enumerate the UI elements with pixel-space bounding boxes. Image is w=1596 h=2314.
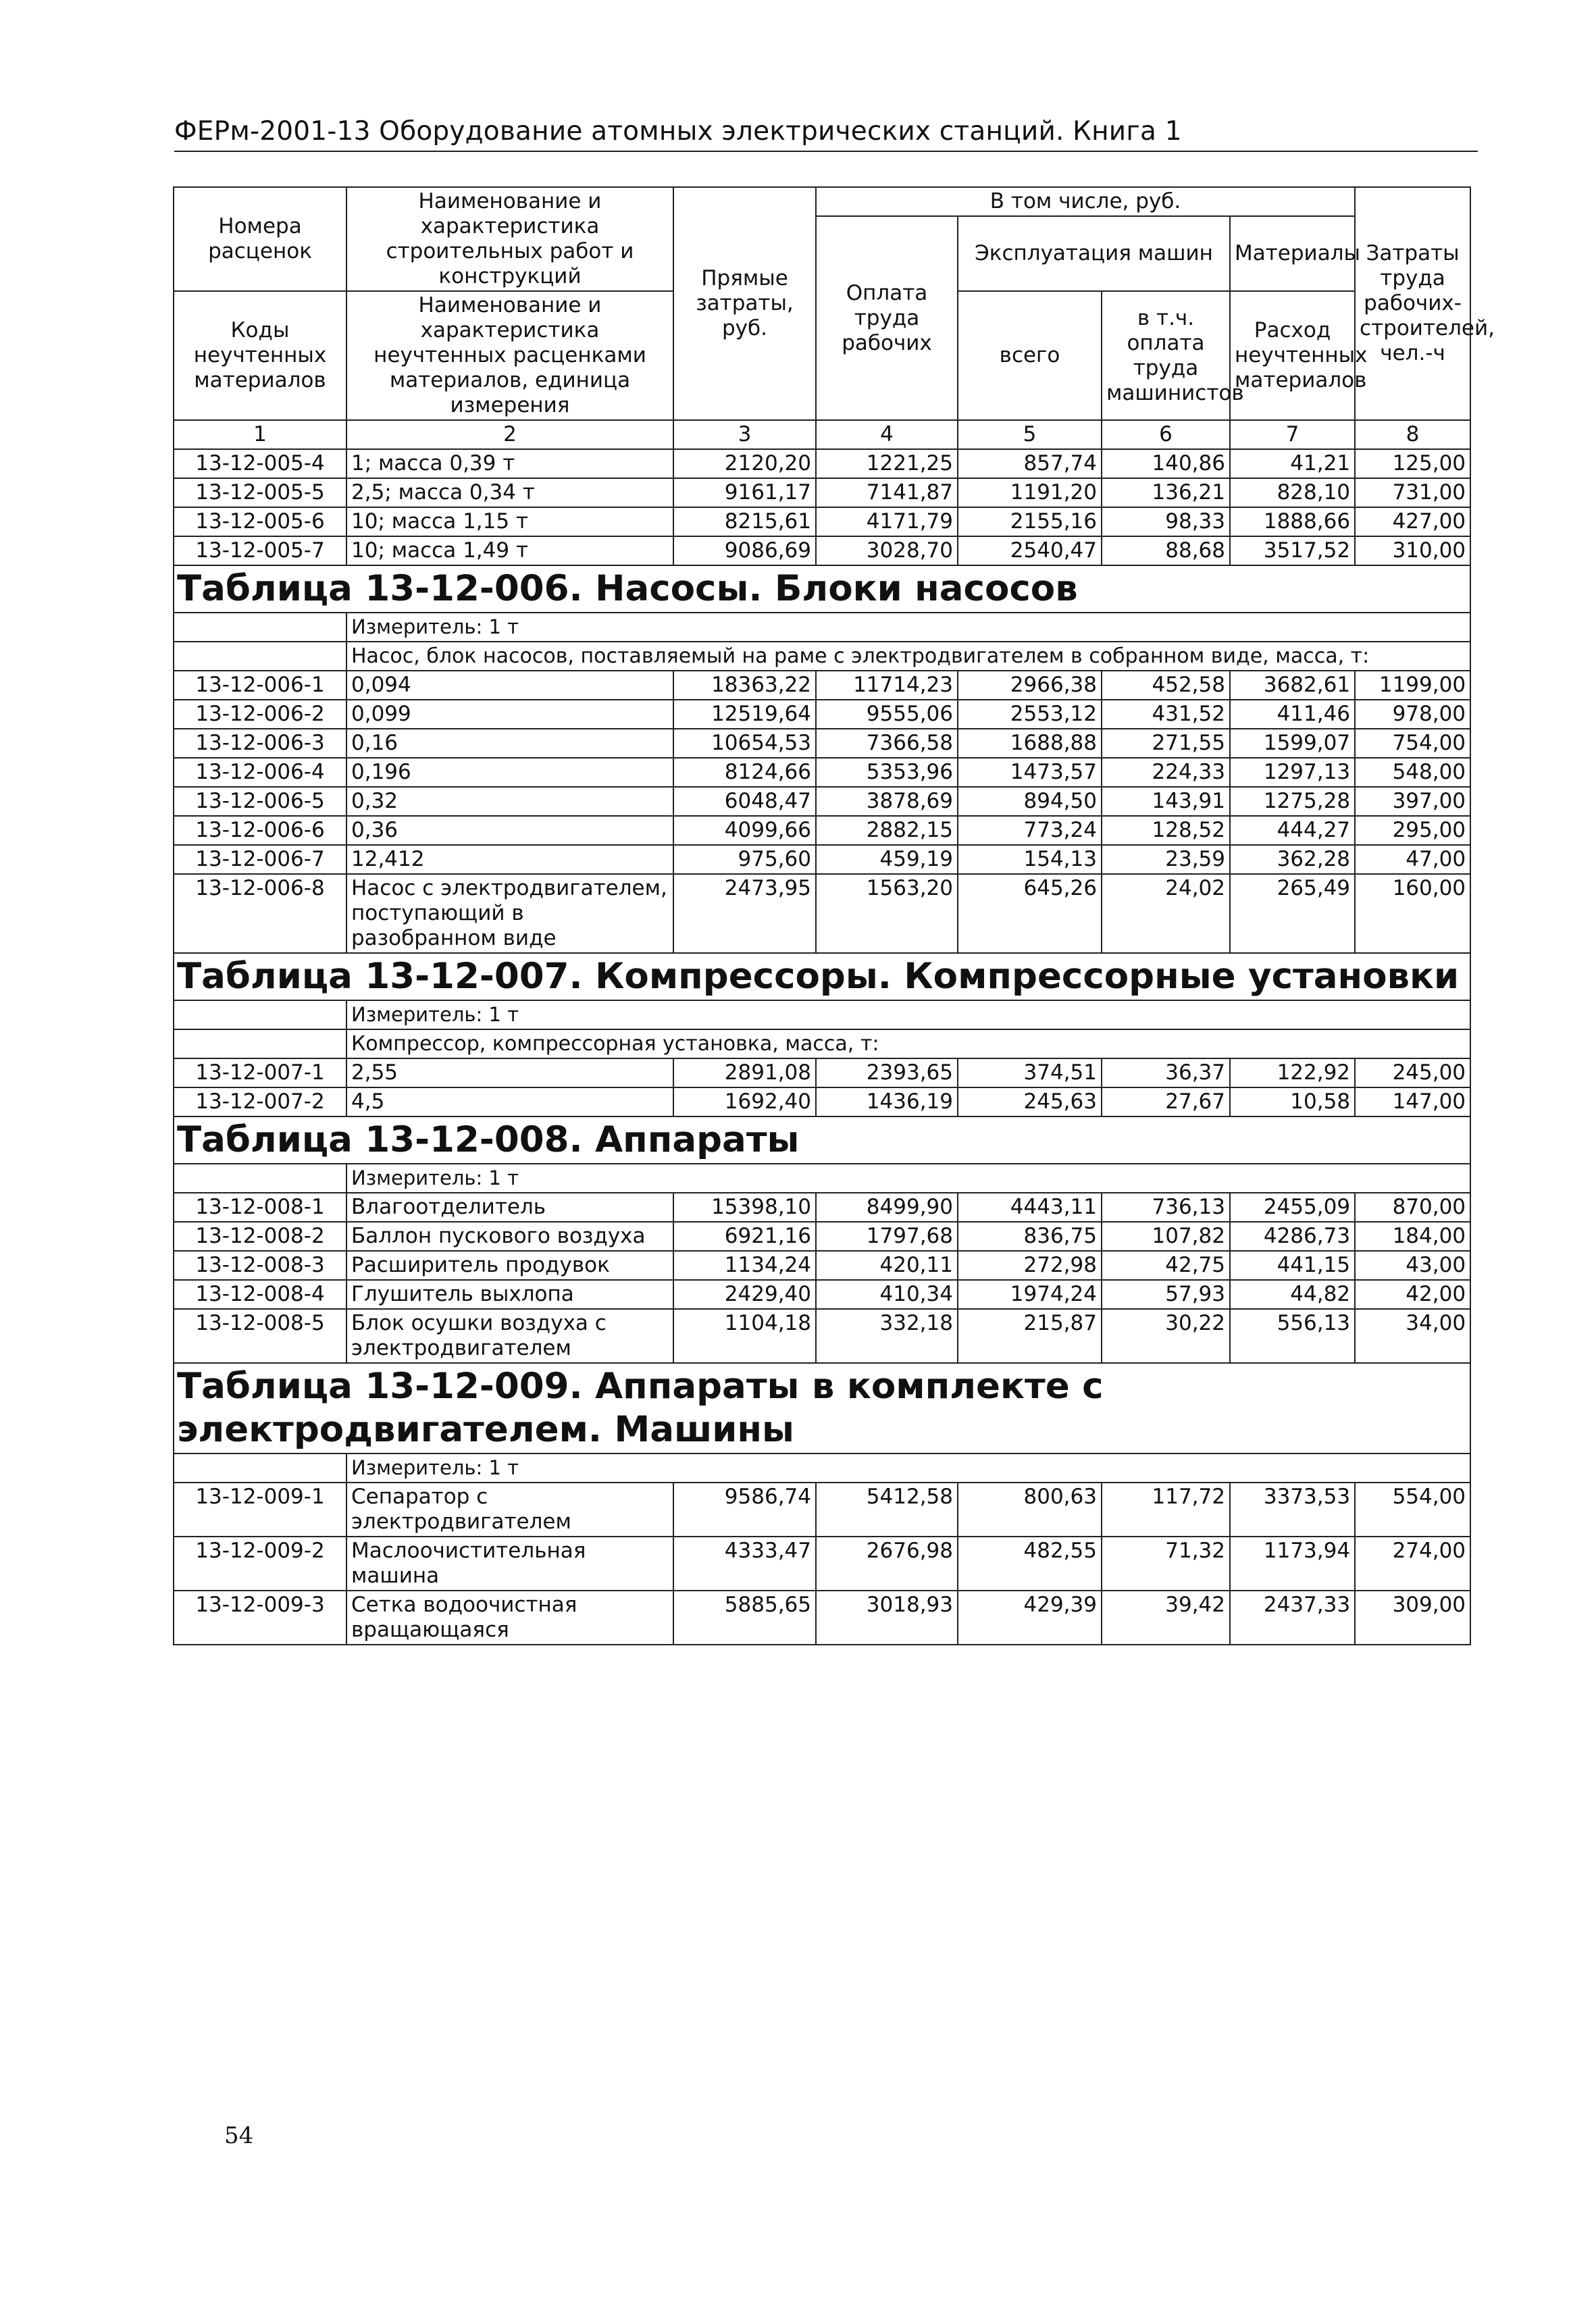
materials-use: 44,82 — [1230, 1280, 1355, 1309]
direct-costs: 10654,53 — [673, 729, 816, 758]
unit-label: Измеритель: 1 т — [346, 1000, 1470, 1029]
work-name: Баллон пускового воздуха — [346, 1222, 673, 1251]
unit-label: Измеритель: 1 т — [346, 1454, 1470, 1483]
machinists-pay: 42,75 — [1102, 1251, 1230, 1280]
header-labor-pay: Оплата труда рабочих — [816, 216, 958, 420]
col-num-2: 2 — [346, 420, 673, 449]
header-including: В том числе, руб. — [816, 187, 1355, 216]
work-name: 0,36 — [346, 816, 673, 845]
unit-label: Измеритель: 1 т — [346, 1164, 1470, 1193]
direct-costs: 1692,40 — [673, 1087, 816, 1116]
work-name: 0,196 — [346, 758, 673, 787]
direct-costs: 4333,47 — [673, 1537, 816, 1591]
labor-costs: 731,00 — [1355, 478, 1470, 507]
rate-code: 13-12-006-5 — [174, 787, 346, 816]
table-row — [174, 874, 1470, 953]
labor-costs: 754,00 — [1355, 729, 1470, 758]
labor-pay: 11714,23 — [816, 671, 958, 700]
rate-code: 13-12-008-2 — [174, 1222, 346, 1251]
materials-use: 1599,07 — [1230, 729, 1355, 758]
unit-spacer — [174, 1000, 346, 1029]
machines-total: 836,75 — [958, 1222, 1102, 1251]
header-materials-use: Расход неучтенных материалов — [1230, 291, 1355, 420]
machinists-pay: 117,72 — [1102, 1483, 1230, 1537]
group-note: Насос, блок насосов, поставляемый на раме с электродвигателем в собранном виде, масса, т: — [346, 642, 1470, 671]
rate-code: 13-12-006-4 — [174, 758, 346, 787]
table-row — [174, 1222, 1470, 1251]
labor-costs: 309,00 — [1355, 1591, 1470, 1645]
header-rate-numbers: Номера расценок — [174, 187, 346, 291]
materials-use: 122,92 — [1230, 1058, 1355, 1087]
header-direct-costs: Прямые затраты, руб. — [673, 187, 816, 420]
section-title-row — [174, 1363, 1470, 1454]
machinists-pay: 57,93 — [1102, 1280, 1230, 1309]
col-num-4: 4 — [816, 420, 958, 449]
work-name: Влагоотделитель — [346, 1193, 673, 1222]
work-name: Блок осушки воздуха с электродвигателем — [346, 1309, 673, 1363]
labor-costs: 310,00 — [1355, 536, 1470, 565]
labor-pay: 2676,98 — [816, 1537, 958, 1591]
materials-use: 441,15 — [1230, 1251, 1355, 1280]
col-num-6: 6 — [1102, 420, 1230, 449]
machinists-pay: 88,68 — [1102, 536, 1230, 565]
machinists-pay: 224,33 — [1102, 758, 1230, 787]
header-materials: Материалы — [1230, 216, 1355, 291]
work-name: 12,412 — [346, 845, 673, 874]
direct-costs: 5885,65 — [673, 1591, 816, 1645]
unit-row — [174, 1454, 1470, 1483]
materials-use: 1888,66 — [1230, 507, 1355, 536]
section-title: Таблица 13-12-007. Компрессоры. Компрессорные установки — [174, 953, 1470, 1000]
table-row — [174, 1537, 1470, 1591]
table-row — [174, 1087, 1470, 1116]
machines-total: 2553,12 — [958, 700, 1102, 729]
labor-pay: 7141,87 — [816, 478, 958, 507]
labor-pay: 1221,25 — [816, 449, 958, 478]
unit-row — [174, 1000, 1470, 1029]
machinists-pay: 30,22 — [1102, 1309, 1230, 1363]
machines-total: 272,98 — [958, 1251, 1102, 1280]
labor-pay: 1436,19 — [816, 1087, 958, 1116]
materials-use: 265,49 — [1230, 874, 1355, 953]
labor-costs: 42,00 — [1355, 1280, 1470, 1309]
header-row-1 — [174, 187, 1470, 216]
labor-pay: 3028,70 — [816, 536, 958, 565]
section-title: Таблица 13-12-009. Аппараты в комплекте с электродвигателем. Машины — [174, 1363, 1470, 1454]
direct-costs: 975,60 — [673, 845, 816, 874]
rate-code: 13-12-008-5 — [174, 1309, 346, 1363]
materials-use: 828,10 — [1230, 478, 1355, 507]
machines-total: 2966,38 — [958, 671, 1102, 700]
table-row — [174, 1058, 1470, 1087]
work-name: Глушитель выхлопа — [346, 1280, 673, 1309]
header-unaccounted-materials: Наименование и характеристика неучтенных расценками материалов, единица измерения — [346, 291, 673, 420]
direct-costs: 6921,16 — [673, 1222, 816, 1251]
section-title: Таблица 13-12-008. Аппараты — [174, 1116, 1470, 1164]
materials-use: 2455,09 — [1230, 1193, 1355, 1222]
work-name: 0,16 — [346, 729, 673, 758]
machines-total: 2155,16 — [958, 507, 1102, 536]
machines-total: 154,13 — [958, 845, 1102, 874]
labor-costs: 427,00 — [1355, 507, 1470, 536]
direct-costs: 8124,66 — [673, 758, 816, 787]
work-name: 10; масса 1,49 т — [346, 536, 673, 565]
rate-code: 13-12-009-2 — [174, 1537, 346, 1591]
direct-costs: 2473,95 — [673, 874, 816, 953]
labor-pay: 5353,96 — [816, 758, 958, 787]
machinists-pay: 136,21 — [1102, 478, 1230, 507]
machines-total: 2540,47 — [958, 536, 1102, 565]
machinists-pay: 128,52 — [1102, 816, 1230, 845]
work-name: Расширитель продувок — [346, 1251, 673, 1280]
machines-total: 894,50 — [958, 787, 1102, 816]
machinists-pay: 271,55 — [1102, 729, 1230, 758]
direct-costs: 2891,08 — [673, 1058, 816, 1087]
materials-use: 1173,94 — [1230, 1537, 1355, 1591]
rate-code: 13-12-005-6 — [174, 507, 346, 536]
rate-code: 13-12-006-1 — [174, 671, 346, 700]
machines-total: 482,55 — [958, 1537, 1102, 1591]
labor-pay: 1797,68 — [816, 1222, 958, 1251]
section-title: Таблица 13-12-006. Насосы. Блоки насосов — [174, 565, 1470, 613]
col-num-3: 3 — [673, 420, 816, 449]
labor-pay: 3878,69 — [816, 787, 958, 816]
labor-costs: 160,00 — [1355, 874, 1470, 953]
labor-pay: 4171,79 — [816, 507, 958, 536]
machines-total: 645,26 — [958, 874, 1102, 953]
labor-pay: 420,11 — [816, 1251, 958, 1280]
table-row — [174, 729, 1470, 758]
page-number: 54 — [224, 2122, 254, 2149]
col-num-1: 1 — [174, 420, 346, 449]
header-unaccounted-codes: Коды неучтенных материалов — [174, 291, 346, 420]
machinists-pay: 452,58 — [1102, 671, 1230, 700]
work-name: 2,55 — [346, 1058, 673, 1087]
labor-costs: 34,00 — [1355, 1309, 1470, 1363]
materials-use: 362,28 — [1230, 845, 1355, 874]
machines-total: 429,39 — [958, 1591, 1102, 1645]
header-machines: Эксплуатация машин — [958, 216, 1230, 291]
work-name: Сетка водоочистная вращающаяся — [346, 1591, 673, 1645]
rate-code: 13-12-009-1 — [174, 1483, 346, 1537]
table-row — [174, 1251, 1470, 1280]
labor-costs: 245,00 — [1355, 1058, 1470, 1087]
table-row — [174, 449, 1470, 478]
direct-costs: 2429,40 — [673, 1280, 816, 1309]
machinists-pay: 431,52 — [1102, 700, 1230, 729]
col-num-8: 8 — [1355, 420, 1470, 449]
direct-costs: 1134,24 — [673, 1251, 816, 1280]
machines-total: 1473,57 — [958, 758, 1102, 787]
work-name: 4,5 — [346, 1087, 673, 1116]
unit-row — [174, 613, 1470, 642]
materials-use: 1275,28 — [1230, 787, 1355, 816]
materials-use: 556,13 — [1230, 1309, 1355, 1363]
labor-pay: 7366,58 — [816, 729, 958, 758]
labor-pay: 9555,06 — [816, 700, 958, 729]
unit-spacer — [174, 613, 346, 642]
table-row — [174, 1483, 1470, 1537]
direct-costs: 12519,64 — [673, 700, 816, 729]
rate-code: 13-12-008-4 — [174, 1280, 346, 1309]
work-name: 0,094 — [346, 671, 673, 700]
header-machinists-pay: в т.ч. оплата труда машинистов — [1102, 291, 1230, 420]
labor-costs: 295,00 — [1355, 816, 1470, 845]
machines-total: 245,63 — [958, 1087, 1102, 1116]
labor-costs: 397,00 — [1355, 787, 1470, 816]
section-title-row — [174, 1116, 1470, 1164]
labor-costs: 125,00 — [1355, 449, 1470, 478]
materials-use: 3517,52 — [1230, 536, 1355, 565]
direct-costs: 4099,66 — [673, 816, 816, 845]
work-name: Насос с электродвигателем, поступающий в разобранном виде — [346, 874, 673, 953]
labor-pay: 8499,90 — [816, 1193, 958, 1222]
column-numbers-row — [174, 420, 1470, 449]
work-name: 0,32 — [346, 787, 673, 816]
machinists-pay: 736,13 — [1102, 1193, 1230, 1222]
rate-code: 13-12-006-7 — [174, 845, 346, 874]
rate-code: 13-12-006-3 — [174, 729, 346, 758]
labor-costs: 978,00 — [1355, 700, 1470, 729]
direct-costs: 9086,69 — [673, 536, 816, 565]
labor-pay: 3018,93 — [816, 1591, 958, 1645]
machinists-pay: 98,33 — [1102, 507, 1230, 536]
materials-use: 444,27 — [1230, 816, 1355, 845]
note-row — [174, 1029, 1470, 1058]
work-name: 2,5; масса 0,34 т — [346, 478, 673, 507]
rate-code: 13-12-007-2 — [174, 1087, 346, 1116]
note-spacer — [174, 642, 346, 671]
labor-costs: 1199,00 — [1355, 671, 1470, 700]
section-title-row — [174, 565, 1470, 613]
rates-table — [173, 186, 1495, 1645]
machinists-pay: 36,37 — [1102, 1058, 1230, 1087]
materials-use: 2437,33 — [1230, 1591, 1355, 1645]
running-header: ФЕРм-2001-13 Оборудование атомных электрических станций. Книга 1 — [174, 116, 1478, 152]
labor-costs: 47,00 — [1355, 845, 1470, 874]
rate-code: 13-12-005-5 — [174, 478, 346, 507]
machines-total: 4443,11 — [958, 1193, 1102, 1222]
labor-pay: 1563,20 — [816, 874, 958, 953]
machines-total: 1688,88 — [958, 729, 1102, 758]
table-row — [174, 816, 1470, 845]
materials-use: 3373,53 — [1230, 1483, 1355, 1537]
table-row — [174, 478, 1470, 507]
rate-code: 13-12-005-7 — [174, 536, 346, 565]
labor-costs: 274,00 — [1355, 1537, 1470, 1591]
machinists-pay: 71,32 — [1102, 1537, 1230, 1591]
work-name: 1; масса 0,39 т — [346, 449, 673, 478]
machinists-pay: 27,67 — [1102, 1087, 1230, 1116]
materials-use: 3682,61 — [1230, 671, 1355, 700]
direct-costs: 9161,17 — [673, 478, 816, 507]
table-row — [174, 536, 1470, 565]
table-row — [174, 507, 1470, 536]
machinists-pay: 24,02 — [1102, 874, 1230, 953]
labor-pay: 2882,15 — [816, 816, 958, 845]
machinists-pay: 23,59 — [1102, 845, 1230, 874]
labor-costs: 184,00 — [1355, 1222, 1470, 1251]
table-row — [174, 845, 1470, 874]
table-row — [174, 671, 1470, 700]
group-note: Компрессор, компрессорная установка, масса, т: — [346, 1029, 1470, 1058]
materials-use: 41,21 — [1230, 449, 1355, 478]
direct-costs: 1104,18 — [673, 1309, 816, 1363]
rate-code: 13-12-005-4 — [174, 449, 346, 478]
table-row — [174, 1193, 1470, 1222]
machines-total: 1191,20 — [958, 478, 1102, 507]
machinists-pay: 39,42 — [1102, 1591, 1230, 1645]
machines-total: 374,51 — [958, 1058, 1102, 1087]
header-labor-costs: Затраты труда рабочих-строителей, чел.-ч — [1355, 187, 1470, 420]
labor-costs: 43,00 — [1355, 1251, 1470, 1280]
note-row — [174, 642, 1470, 671]
machinists-pay: 107,82 — [1102, 1222, 1230, 1251]
direct-costs: 2120,20 — [673, 449, 816, 478]
direct-costs: 15398,10 — [673, 1193, 816, 1222]
work-name: 0,099 — [346, 700, 673, 729]
header-work-name: Наименование и характеристика строительных работ и конструкций — [346, 187, 673, 291]
section-title-row — [174, 953, 1470, 1000]
labor-pay: 410,34 — [816, 1280, 958, 1309]
unit-row — [174, 1164, 1470, 1193]
direct-costs: 8215,61 — [673, 507, 816, 536]
note-spacer — [174, 1029, 346, 1058]
unit-label: Измеритель: 1 т — [346, 613, 1470, 642]
table-row — [174, 758, 1470, 787]
header-machines-total: всего — [958, 291, 1102, 420]
table-row — [174, 1591, 1470, 1645]
machinists-pay: 140,86 — [1102, 449, 1230, 478]
direct-costs: 18363,22 — [673, 671, 816, 700]
work-name: Сепаратор с электродвигателем — [346, 1483, 673, 1537]
table-body — [174, 187, 1495, 1645]
machines-total: 800,63 — [958, 1483, 1102, 1537]
work-name: Маслоочистительная машина — [346, 1537, 673, 1591]
table-row — [174, 1280, 1470, 1309]
rate-code: 13-12-008-3 — [174, 1251, 346, 1280]
materials-use: 411,46 — [1230, 700, 1355, 729]
table-row — [174, 1309, 1470, 1363]
machinists-pay: 143,91 — [1102, 787, 1230, 816]
rate-code: 13-12-006-8 — [174, 874, 346, 953]
rate-code: 13-12-008-1 — [174, 1193, 346, 1222]
materials-use: 4286,73 — [1230, 1222, 1355, 1251]
col-num-5: 5 — [958, 420, 1102, 449]
direct-costs: 9586,74 — [673, 1483, 816, 1537]
machines-total: 773,24 — [958, 816, 1102, 845]
rate-code: 13-12-007-1 — [174, 1058, 346, 1087]
labor-costs: 147,00 — [1355, 1087, 1470, 1116]
table-row — [174, 700, 1470, 729]
machines-total: 857,74 — [958, 449, 1102, 478]
machines-total: 215,87 — [958, 1309, 1102, 1363]
labor-pay: 332,18 — [816, 1309, 958, 1363]
work-name: 10; масса 1,15 т — [346, 507, 673, 536]
labor-costs: 870,00 — [1355, 1193, 1470, 1222]
labor-costs: 554,00 — [1355, 1483, 1470, 1537]
col-num-7: 7 — [1230, 420, 1355, 449]
rate-code: 13-12-006-2 — [174, 700, 346, 729]
labor-pay: 5412,58 — [816, 1483, 958, 1537]
materials-use: 1297,13 — [1230, 758, 1355, 787]
direct-costs: 6048,47 — [673, 787, 816, 816]
labor-costs: 548,00 — [1355, 758, 1470, 787]
labor-pay: 459,19 — [816, 845, 958, 874]
rate-code: 13-12-006-6 — [174, 816, 346, 845]
unit-spacer — [174, 1454, 346, 1483]
labor-pay: 2393,65 — [816, 1058, 958, 1087]
machines-total: 1974,24 — [958, 1280, 1102, 1309]
materials-use: 10,58 — [1230, 1087, 1355, 1116]
unit-spacer — [174, 1164, 346, 1193]
rate-code: 13-12-009-3 — [174, 1591, 346, 1645]
table-row — [174, 787, 1470, 816]
